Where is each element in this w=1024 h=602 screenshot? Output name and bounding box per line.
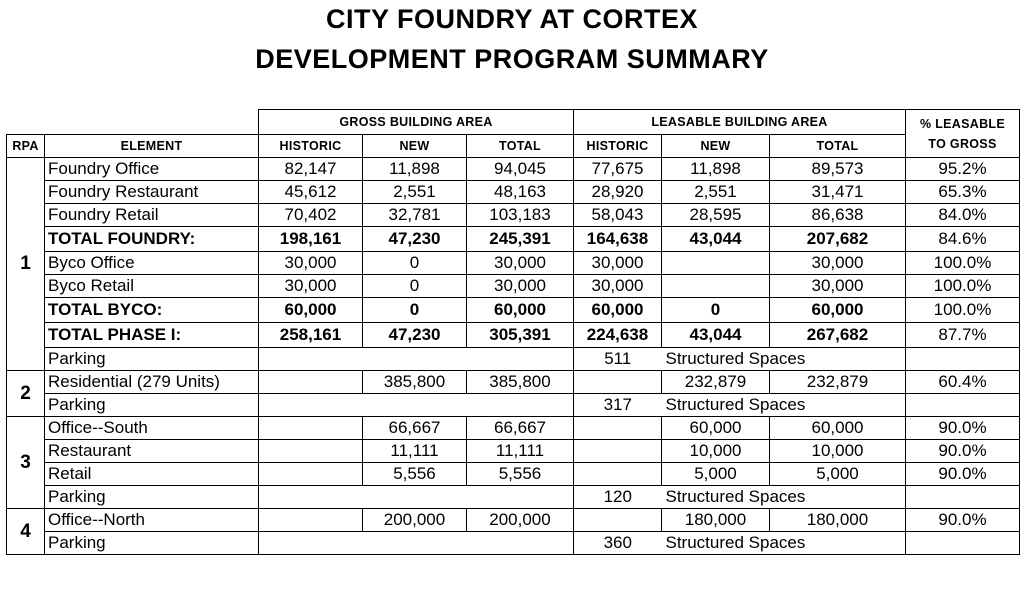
g-hist-cell: 45,612 — [259, 181, 363, 204]
l-total-cell: 30,000 — [770, 275, 906, 298]
pct-leasable-cell: 65.3% — [906, 181, 1020, 204]
g-new-cell: 0 — [363, 275, 467, 298]
g-hist-cell: 60,000 — [259, 298, 363, 323]
leasable-new-header: NEW — [662, 135, 770, 158]
g-new-cell: 66,667 — [363, 417, 467, 440]
g-total-cell: 305,391 — [467, 323, 574, 348]
table-row — [7, 371, 1020, 394]
g-new-cell: 5,556 — [363, 463, 467, 486]
l-hist-cell: 28,920 — [574, 181, 662, 204]
gross-historic-header: HISTORIC — [259, 135, 363, 158]
group-header-row — [7, 110, 1020, 135]
table-row — [7, 348, 1020, 371]
g-total-cell: 66,667 — [467, 417, 574, 440]
l-hist-cell: 164,638 — [574, 227, 662, 252]
g-new-cell: 11,111 — [363, 440, 467, 463]
table-row — [7, 275, 1020, 298]
g-new-cell: 0 — [363, 298, 467, 323]
l-total-cell: 207,682 — [770, 227, 906, 252]
l-total-cell: 89,573 — [770, 158, 906, 181]
element-cell: TOTAL FOUNDRY: — [45, 227, 259, 252]
element-cell: Retail — [45, 463, 259, 486]
l-new-cell: 43,044 — [662, 227, 770, 252]
element-cell: Parking — [45, 486, 259, 509]
l-new-cell: 11,898 — [662, 158, 770, 181]
g-total-cell: 48,163 — [467, 181, 574, 204]
pct-leasable-cell: 90.0% — [906, 509, 1020, 532]
element-cell: Parking — [45, 348, 259, 371]
l-new-cell: 43,044 — [662, 323, 770, 348]
element-cell: Office--North — [45, 509, 259, 532]
g-total-cell: 245,391 — [467, 227, 574, 252]
table-row — [7, 440, 1020, 463]
table-row — [7, 509, 1020, 532]
table-row — [7, 181, 1020, 204]
l-new-cell — [662, 275, 770, 298]
table-row — [7, 417, 1020, 440]
column-header-row — [7, 135, 1020, 158]
l-new-cell: 5,000 — [662, 463, 770, 486]
development-program-table — [6, 109, 1020, 555]
element-cell: TOTAL PHASE I: — [45, 323, 259, 348]
l-new-cell: 2,551 — [662, 181, 770, 204]
l-total-cell: 60,000 — [770, 298, 906, 323]
l-total-cell: 232,879 — [770, 371, 906, 394]
g-total-cell: 94,045 — [467, 158, 574, 181]
g-hist-cell: 30,000 — [259, 275, 363, 298]
table-row — [7, 252, 1020, 275]
l-total-cell: 86,638 — [770, 204, 906, 227]
element-cell: Residential (279 Units) — [45, 371, 259, 394]
g-new-cell: 2,551 — [363, 181, 467, 204]
gross-area-empty-cell — [259, 394, 574, 417]
g-new-cell: 0 — [363, 252, 467, 275]
pct-leasable-cell: 100.0% — [906, 298, 1020, 323]
g-hist-cell: 70,402 — [259, 204, 363, 227]
g-new-cell: 32,781 — [363, 204, 467, 227]
g-new-cell: 47,230 — [363, 227, 467, 252]
parking-spaces-count: 317 — [574, 394, 662, 417]
l-total-cell: 60,000 — [770, 417, 906, 440]
element-cell: Parking — [45, 394, 259, 417]
element-cell: Byco Office — [45, 252, 259, 275]
l-hist-cell — [574, 417, 662, 440]
element-cell: Byco Retail — [45, 275, 259, 298]
gross-building-area-header: GROSS BUILDING AREA — [259, 110, 574, 135]
pct-leasable-cell: 84.0% — [906, 204, 1020, 227]
pct-leasable-cell: 100.0% — [906, 252, 1020, 275]
leasable-building-area-header: LEASABLE BUILDING AREA — [574, 110, 906, 135]
l-hist-cell: 60,000 — [574, 298, 662, 323]
element-cell: Parking — [45, 532, 259, 555]
table-row — [7, 323, 1020, 348]
element-header: ELEMENT — [45, 135, 259, 158]
g-new-cell: 385,800 — [363, 371, 467, 394]
leasable-total-header: TOTAL — [770, 135, 906, 158]
pct-leasable-cell: 90.0% — [906, 417, 1020, 440]
l-new-cell: 28,595 — [662, 204, 770, 227]
rpa-header: RPA — [7, 135, 45, 158]
l-new-cell: 60,000 — [662, 417, 770, 440]
g-hist-cell — [259, 463, 363, 486]
l-new-cell: 0 — [662, 298, 770, 323]
l-hist-cell — [574, 463, 662, 486]
g-total-cell: 11,111 — [467, 440, 574, 463]
element-cell: Foundry Restaurant — [45, 181, 259, 204]
g-total-cell: 60,000 — [467, 298, 574, 323]
page-title: CITY FOUNDRY AT CORTEX — [325, 4, 699, 34]
rpa-cell: 3 — [7, 417, 45, 509]
l-hist-cell: 30,000 — [574, 252, 662, 275]
gross-area-empty-cell — [259, 532, 574, 555]
l-total-cell: 31,471 — [770, 181, 906, 204]
l-hist-cell — [574, 440, 662, 463]
g-hist-cell: 82,147 — [259, 158, 363, 181]
l-hist-cell: 224,638 — [574, 323, 662, 348]
g-total-cell: 30,000 — [467, 275, 574, 298]
parking-spaces-label: Structured Spaces — [662, 394, 906, 417]
rpa-cell: 4 — [7, 509, 45, 555]
element-cell: Restaurant — [45, 440, 259, 463]
leasable-historic-header: HISTORIC — [574, 135, 662, 158]
table-body — [7, 158, 1020, 555]
table-row — [7, 532, 1020, 555]
page-subtitle: DEVELOPMENT PROGRAM SUMMARY — [255, 44, 769, 74]
g-hist-cell: 258,161 — [259, 323, 363, 348]
pct-leasable-cell: 84.6% — [906, 227, 1020, 252]
l-hist-cell: 77,675 — [574, 158, 662, 181]
pct-empty-cell — [906, 532, 1020, 555]
l-total-cell: 30,000 — [770, 252, 906, 275]
g-hist-cell — [259, 417, 363, 440]
table-row — [7, 204, 1020, 227]
l-new-cell: 10,000 — [662, 440, 770, 463]
parking-spaces-count: 360 — [574, 532, 662, 555]
element-cell: Foundry Office — [45, 158, 259, 181]
gross-new-header: NEW — [363, 135, 467, 158]
g-hist-cell: 30,000 — [259, 252, 363, 275]
l-hist-cell: 58,043 — [574, 204, 662, 227]
element-cell: Office--South — [45, 417, 259, 440]
g-new-cell: 47,230 — [363, 323, 467, 348]
g-total-cell: 5,556 — [467, 463, 574, 486]
l-hist-cell: 30,000 — [574, 275, 662, 298]
pct-leasable-cell: 90.0% — [906, 440, 1020, 463]
l-hist-cell — [574, 509, 662, 532]
element-cell: Foundry Retail — [45, 204, 259, 227]
pct-leasable-cell: 100.0% — [906, 275, 1020, 298]
l-new-cell — [662, 252, 770, 275]
l-total-cell: 10,000 — [770, 440, 906, 463]
l-total-cell: 267,682 — [770, 323, 906, 348]
table-row — [7, 463, 1020, 486]
table-row — [7, 158, 1020, 181]
pct-leasable-cell: 87.7% — [906, 323, 1020, 348]
parking-spaces-label: Structured Spaces — [662, 532, 906, 555]
parking-spaces-count: 511 — [574, 348, 662, 371]
g-hist-cell — [259, 509, 363, 532]
gross-total-header: TOTAL — [467, 135, 574, 158]
table-row — [7, 394, 1020, 417]
g-new-cell: 200,000 — [363, 509, 467, 532]
table-row — [7, 227, 1020, 252]
gross-area-empty-cell — [259, 348, 574, 371]
pct-empty-cell — [906, 486, 1020, 509]
pct-empty-cell — [906, 348, 1020, 371]
g-new-cell: 11,898 — [363, 158, 467, 181]
g-hist-cell — [259, 440, 363, 463]
rpa-cell: 1 — [7, 158, 45, 371]
l-hist-cell — [574, 371, 662, 394]
parking-spaces-label: Structured Spaces — [662, 486, 906, 509]
table-row — [7, 298, 1020, 323]
g-hist-cell: 198,161 — [259, 227, 363, 252]
l-total-cell: 5,000 — [770, 463, 906, 486]
rpa-cell: 2 — [7, 371, 45, 417]
pct-empty-cell — [906, 394, 1020, 417]
g-total-cell: 103,183 — [467, 204, 574, 227]
g-total-cell: 385,800 — [467, 371, 574, 394]
g-total-cell: 200,000 — [467, 509, 574, 532]
pct-leasable-cell: 60.4% — [906, 371, 1020, 394]
g-hist-cell — [259, 371, 363, 394]
table-row — [7, 486, 1020, 509]
parking-spaces-label: Structured Spaces — [662, 348, 906, 371]
element-cell: TOTAL BYCO: — [45, 298, 259, 323]
pct-leasable-header: % LEASABLE TO GROSS — [906, 110, 1020, 158]
gross-area-empty-cell — [259, 486, 574, 509]
parking-spaces-count: 120 — [574, 486, 662, 509]
l-new-cell: 232,879 — [662, 371, 770, 394]
pct-leasable-cell: 95.2% — [906, 158, 1020, 181]
pct-leasable-cell: 90.0% — [906, 463, 1020, 486]
l-new-cell: 180,000 — [662, 509, 770, 532]
l-total-cell: 180,000 — [770, 509, 906, 532]
g-total-cell: 30,000 — [467, 252, 574, 275]
